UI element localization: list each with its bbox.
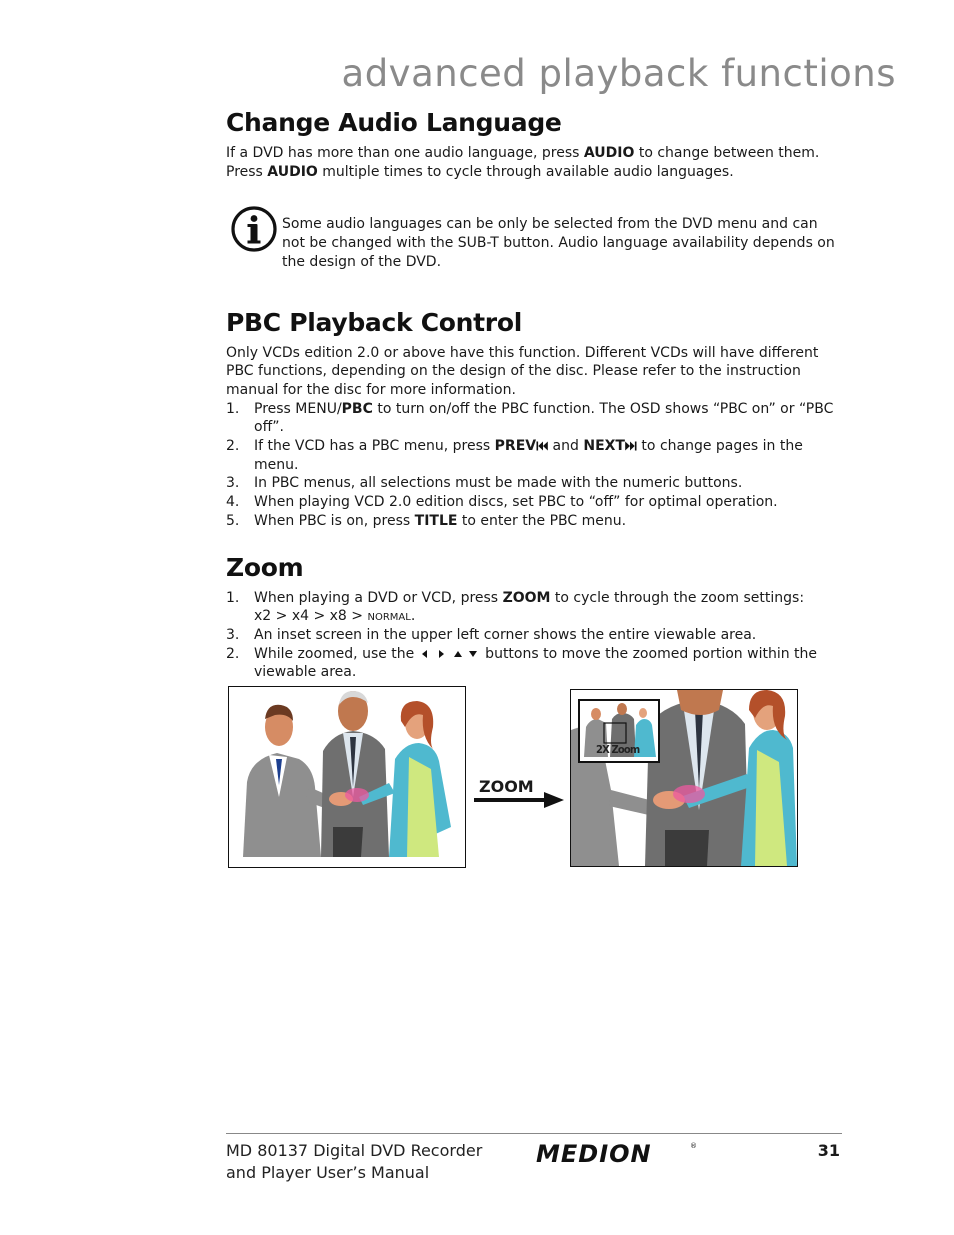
step-number: 1. <box>226 400 240 417</box>
footer-manual-title <box>226 1140 482 1184</box>
step-text: In PBC menus, all selections must be made with the numeric buttons. <box>254 475 743 492</box>
step-text <box>254 645 838 682</box>
list-item <box>226 512 838 531</box>
info-note <box>230 215 838 271</box>
step-text <box>254 512 838 531</box>
step-number: 2. <box>226 438 240 455</box>
footer-line-1: MD 80137 Digital DVD Recorder <box>226 1141 483 1160</box>
page-number: 31 <box>817 1141 840 1160</box>
step-text: An inset screen in the upper left corner shows the entire viewable area. <box>254 626 757 643</box>
zoom-heading: Zoom <box>226 552 304 582</box>
step-text <box>254 400 838 437</box>
direction-arrows-icon <box>419 649 481 659</box>
text: to change pages in the menu. <box>254 438 803 473</box>
text: and <box>548 438 584 455</box>
zoom-key: ZOOM <box>502 589 551 606</box>
step-number: 3. <box>226 475 240 492</box>
prev-track-icon <box>536 441 548 451</box>
step-text <box>254 437 838 474</box>
audio-key: AUDIO <box>583 145 635 161</box>
text: When PBC is on, press <box>254 512 415 529</box>
section-audio <box>226 108 838 272</box>
medion-logo <box>534 1140 698 1166</box>
step-text: When playing VCD 2.0 edition discs, set PBC to “off” for optimal operation. <box>254 494 778 511</box>
page-content <box>226 108 838 704</box>
text: If a DVD has more than one audio language, press <box>226 145 584 161</box>
text: Press MENU/ <box>254 400 342 417</box>
footer-divider <box>226 1133 842 1134</box>
audio-paragraph-2 <box>226 163 838 182</box>
section-zoom <box>226 553 838 683</box>
zoom-sequence <box>254 607 838 626</box>
text: While zoomed, use the <box>254 645 419 662</box>
text: to turn on/off the PBC function. The OSD shows “PBC on” or “PBC off”. <box>254 400 834 436</box>
normal-view-image <box>228 686 466 868</box>
pbc-intro: Only VCDs edition 2.0 or above have this function. Different VCDs will have different PBC functions, depending on the design of the disc. Please refer to the instruction manual for the disc for more information. <box>226 344 819 398</box>
info-icon <box>230 205 278 253</box>
text: to cycle through the zoom settings: <box>550 589 805 606</box>
list-item <box>226 645 838 682</box>
text: normal. <box>367 608 416 625</box>
handshake-illustration <box>229 687 465 867</box>
text: When playing a DVD or VCD, press <box>254 589 503 606</box>
text: multiple times to cycle through available audio languages. <box>317 163 734 180</box>
svg-text:®: ® <box>690 1142 697 1150</box>
audio-paragraph-1 <box>226 144 838 163</box>
zoom-figure <box>228 686 800 870</box>
note-text: Some audio languages can be only be selected from the DVD menu and can not be changed with the SUB-T button. Audio language availability depends on the design of the DVD. <box>282 216 835 270</box>
arrow-right-icon <box>474 792 566 808</box>
inset-zoom-label: 2X Zoom <box>596 743 640 756</box>
pbc-heading: PBC Playback Control <box>226 307 522 337</box>
next-track-icon <box>625 441 637 451</box>
section-pbc <box>226 308 838 531</box>
text: If the VCD has a PBC menu, press <box>254 438 495 455</box>
step-text <box>254 589 838 626</box>
audio-key: AUDIO <box>267 163 318 180</box>
list-item <box>226 437 838 474</box>
title-key: TITLE <box>414 512 458 529</box>
text: to enter the PBC menu. <box>457 512 627 529</box>
list-item <box>226 626 838 645</box>
zoom-label: ZOOM <box>479 777 534 796</box>
next-key: NEXT <box>583 438 625 455</box>
footer-line-2: and Player User’s Manual <box>226 1163 430 1182</box>
chapter-title: advanced playback functions <box>341 52 896 95</box>
text: x2 > x4 > x8 > <box>254 608 368 625</box>
step-number: 4. <box>226 494 240 511</box>
text: Press <box>226 163 268 180</box>
step-number: 5. <box>226 512 240 529</box>
list-item <box>226 474 838 493</box>
inset-overview <box>578 699 660 763</box>
zoom-steps <box>226 589 838 683</box>
list-item <box>226 589 838 626</box>
pbc-key: PBC <box>341 400 373 417</box>
prev-key: PREV <box>494 438 537 455</box>
step-number: 1. <box>226 589 240 606</box>
text: to change between them. <box>634 145 820 161</box>
step-number: 3. <box>226 626 240 643</box>
list-item <box>226 493 838 512</box>
zoomed-view-image <box>570 689 798 867</box>
text: buttons to move the zoomed portion within the viewable area. <box>254 645 818 681</box>
logo-text: MEDION <box>536 1140 652 1166</box>
pbc-steps <box>226 400 838 531</box>
step-number: 2. <box>226 645 240 662</box>
list-item <box>226 400 838 437</box>
audio-heading: Change Audio Language <box>226 108 562 137</box>
